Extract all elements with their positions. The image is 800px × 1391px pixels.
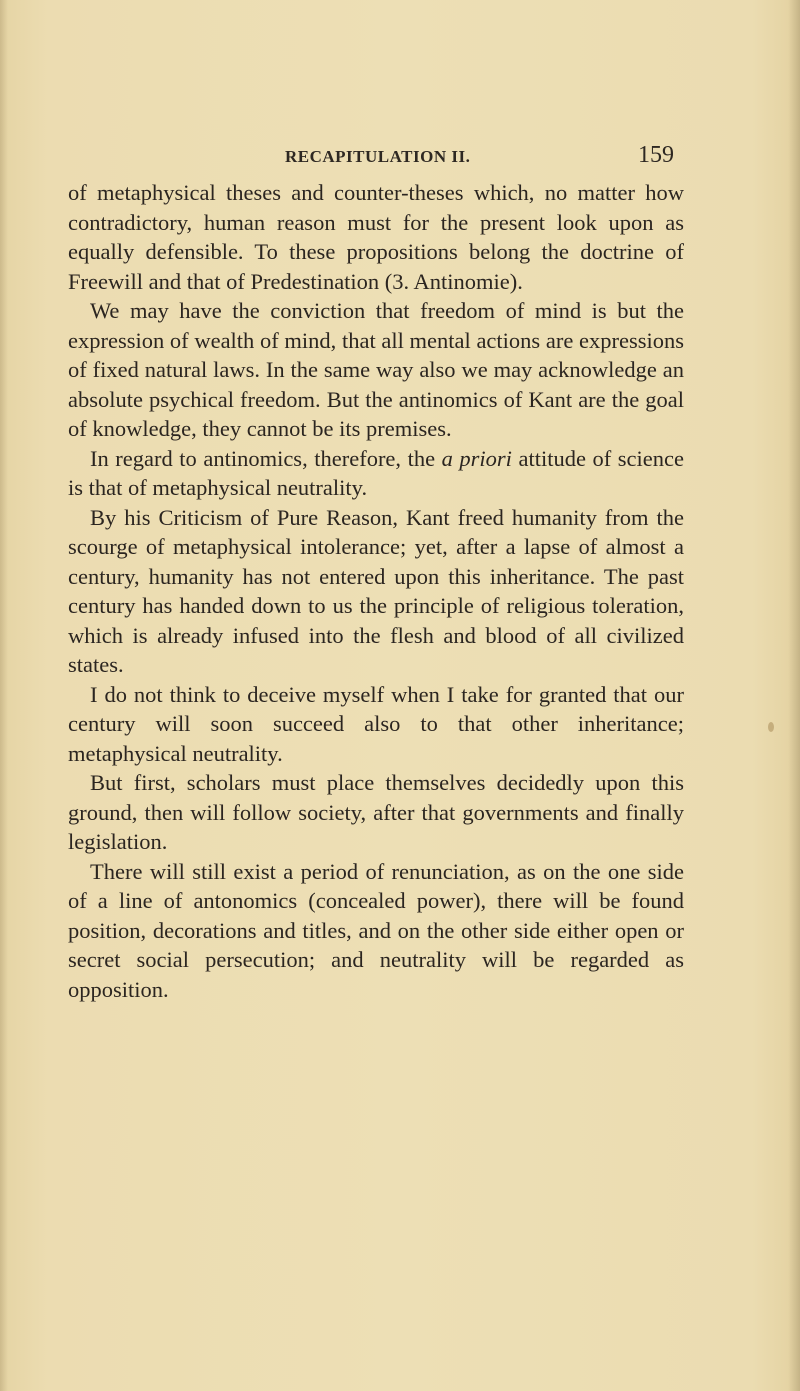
paragraph [68,296,684,444]
paragraph-text: By his Criticism of Pure Reason, Kant freed humanity from the scourge of metaphysical intolerance; yet, after a lapse of almost a century, humanity has not entered upon this inheritance. The past century has handed down to us the principle of religious toleration, which is already infused into the flesh and blood of all civilized states. [68,504,684,677]
paragraph-text: I do not think to deceive myself when I take for granted that our century will soon succeed also to that other inheritance; metaphysical neutrality. [68,681,684,766]
page-number: 159 [638,142,674,168]
running-head: RECAPITULATION II. [285,147,471,166]
paragraph-text: In regard to antinomics, therefore, the [90,445,442,471]
paragraph [68,680,684,769]
italic-phrase: a priori [441,445,512,471]
paragraph-text: attitude of science is that of metaphysical neutrality. [68,445,684,500]
page-edge-shadow [788,0,800,1391]
paragraph-text: There will still exist a period of renunciation, as on the one side of a line of antonomics (concealed power), there will be found position, decorations and titles, and on the other side either open or secret social persecution; and neutrality will be regarded as opposition. [68,858,684,1002]
paragraph [68,857,684,1005]
paragraph [68,444,684,503]
paragraph [68,768,684,857]
paragraph [68,503,684,680]
paragraph-text: of metaphysical theses and counter-theses which, no matter how contradictory, human reason must for the present look upon as equally defensible. To these propositions belong the doctrine of Freewill and that of Predestination (3. Antinomie). [68,180,684,294]
paragraph [68,178,684,296]
body-text [68,178,684,1004]
page-gutter-shadow [0,0,8,1391]
paper-speck [768,722,774,732]
paragraph-text: We may have the conviction that freedom of mind is but the expression of wealth of mind, that all mental actions are expressions of fixed natural laws. In the same way also we may acknowledge an absolute psychical freedom. But the antinomics of Kant are the goal of knowledge, they cannot be its premises. [68,298,684,441]
paragraph-text: But first, scholars must place themselves decidedly upon this ground, then will follow society, after that governments and finally legislation. [68,770,684,854]
